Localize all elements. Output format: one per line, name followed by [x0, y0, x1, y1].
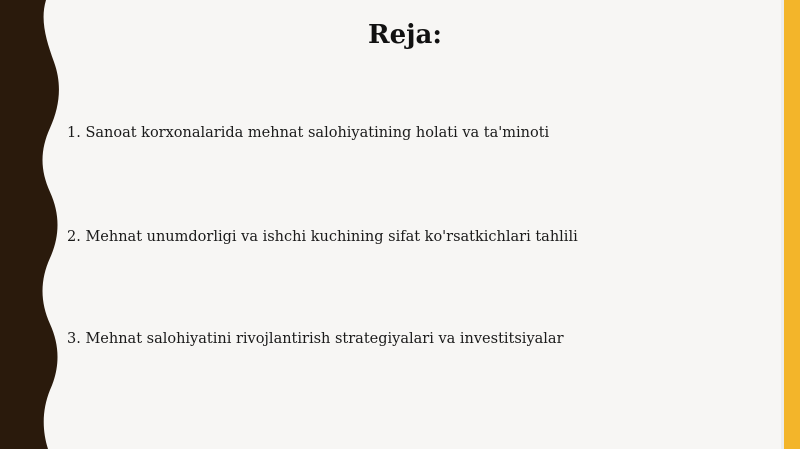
agenda-item-2: 2. Mehnat unumdorligi va ishchi kuchining sifat ko'rsatkichlari tahlili [67, 229, 578, 245]
slide-title: Reja: [367, 20, 442, 50]
agenda-item-3: 3. Mehnat salohiyatini rivojlantirish strategiyalari va investitsiyalar [67, 331, 564, 347]
left-wave-band [0, 0, 80, 449]
right-accent-bar [784, 0, 800, 449]
agenda-item-1: 1. Sanoat korxonalarida mehnat salohiyatining holati va ta'minoti [67, 125, 550, 141]
